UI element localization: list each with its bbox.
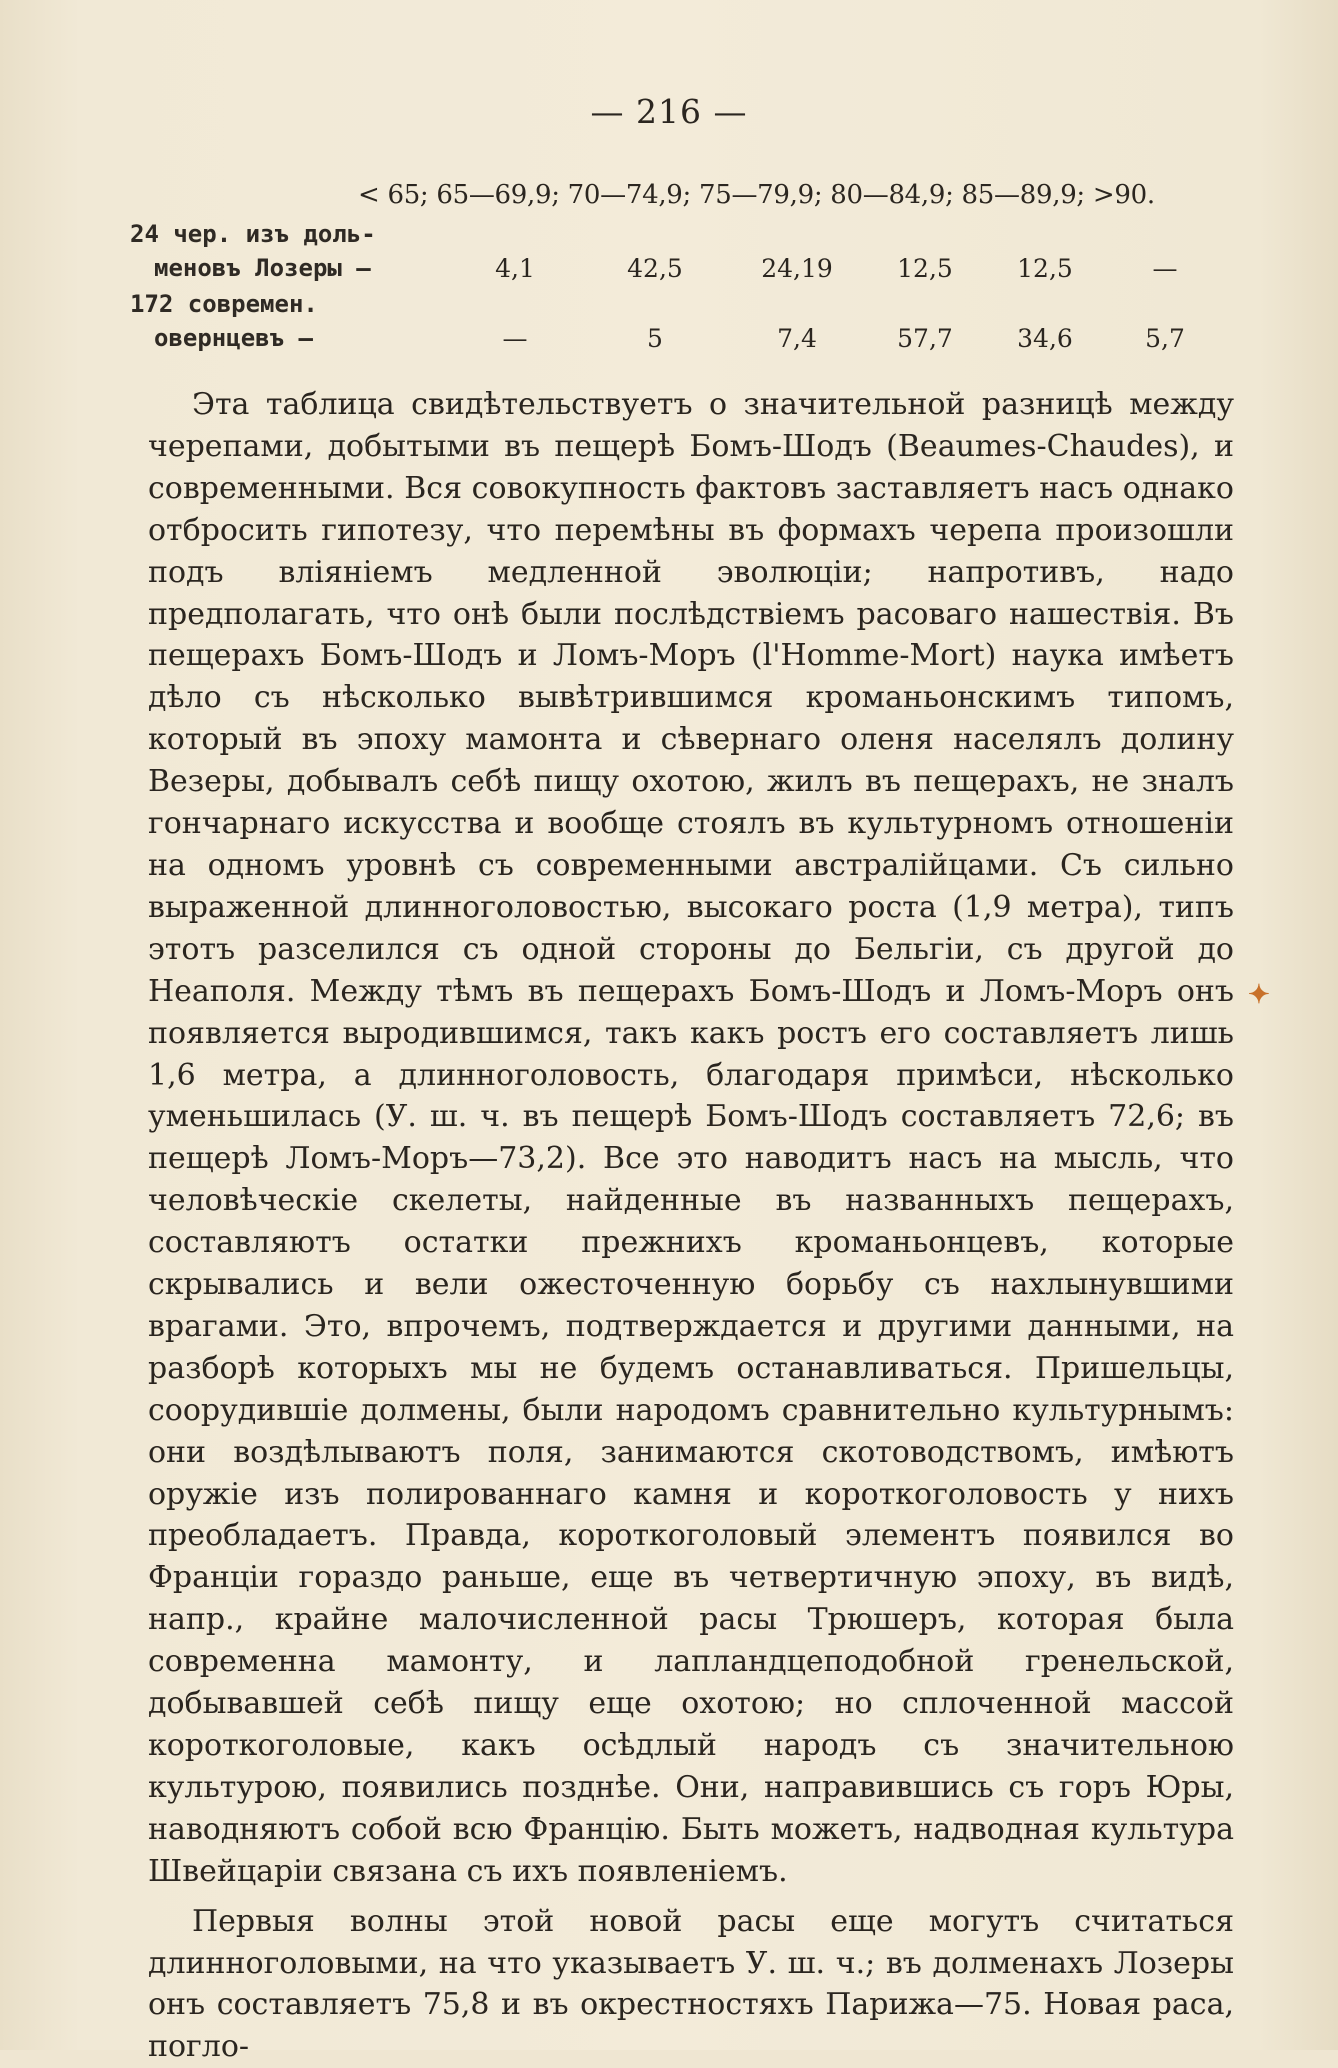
table-cell: 7,4 bbox=[777, 324, 817, 353]
table-header-bins: < 65; 65—69,9; 70—74,9; 75—79,9; 80—84,9; 85—89,9; >90. bbox=[358, 180, 1155, 210]
table-cell: 57,7 bbox=[897, 324, 953, 353]
table-cell: 34,6 bbox=[1017, 324, 1073, 353]
table-cell: — bbox=[1152, 254, 1178, 283]
table-cell: 12,5 bbox=[897, 254, 953, 283]
table-cell: 12,5 bbox=[1017, 254, 1073, 283]
table-header bbox=[130, 172, 1245, 220]
table-cell: 24,19 bbox=[761, 254, 833, 283]
table-cell: 42,5 bbox=[627, 254, 683, 283]
table-cell: 5 bbox=[647, 324, 663, 353]
row-label-line1: 24 чер. изъ доль- bbox=[130, 220, 376, 248]
table-cell: 4,1 bbox=[495, 254, 535, 283]
cephalic-index-table bbox=[130, 172, 1245, 360]
page-number: — 216 — bbox=[590, 92, 748, 131]
ink-stain-mark: ✦ bbox=[1248, 980, 1270, 1010]
row-label-line2: меновъ Лозеры — bbox=[154, 254, 371, 282]
paragraph: Первыя волны этой новой расы еще могутъ считаться длинноголовыми, на что указываетъ У. ш. ч.; въ долменахъ Лозеры онъ составляетъ 75,8 и въ окрестностяхъ Парижа—75. Новая раса, погло- bbox=[148, 1903, 1234, 2065]
paragraph: Эта таблица свидѣтельствуетъ о значительной разницѣ между черепами, добытыми въ пещерѣ Бомъ-Шодъ (Beaumes-Chaudes), и современными. Вся совокупность фактовъ заставляетъ насъ однако отбросить гипотезу, что перемѣны въ формахъ черепа произошли подъ вліяніемъ медленной эволюціи; напротивъ, надо предполагать, что онѣ были послѣдствіемъ расоваго нашествія. Въ пещерахъ Бомъ-Шодъ и Ломъ-Моръ (l'Homme-Mort) наука имѣетъ дѣло съ нѣсколько вывѣтрившимся кроманьонскимъ типомъ, который въ эпоху мамонта и сѣвернаго оленя населялъ долину Везеры, добывалъ себѣ пищу охотою, жилъ въ пещерахъ, не зналъ гончарнаго искусства и вообще стоялъ въ культурномъ отношеніи на одномъ уровнѣ съ современными австралійцами. Съ сильно выраженной длинноголовостью, высокаго роста (1,9 метра), типъ этотъ разселился съ одной стороны до Бельгіи, съ другой до Неаполя. Между тѣмъ въ пещерахъ Бомъ-Шодъ и Ломъ-Моръ онъ появляется выродившимся, такъ какъ ростъ его составляетъ лишь 1,6 метра, а длинноголовость, благодаря примѣси, нѣсколько уменьшилась (У. ш. ч. въ пещерѣ Бомъ-Шодъ составляетъ 72,6; въ пещерѣ Ломъ-Моръ—73,2). Все это наводитъ насъ на мысль, что человѣческіе скелеты, найденные въ названныхъ пещерахъ, составляютъ остатки прежнихъ кроманьонцевъ, которые скрывались и вели ожесточенную борьбу съ нахлынувшими врагами. Это, впрочемъ, подтверждается и другими данными, на разборѣ которыхъ мы не будемъ останавливаться. Пришельцы, соорудившіе долмены, были народомъ сравнительно культурнымъ: они воздѣлываютъ поля, занимаются скотоводствомъ, имѣютъ оружіе изъ полированнаго камня и короткоголовость у нихъ преобладаетъ. Правда, короткоголовый элементъ появился во Франціи гораздо раньше, еще въ четвертичную эпоху, въ видѣ, напр., крайне малочисленной расы Трюшеръ, которая была современна мамонту, и лапландцеподобной гренельской, добывавшей себѣ пищу еще охотою; но сплоченной массой короткоголовые, какъ осѣдлый народъ съ значительною культурою, появились позднѣе. Они, направившись съ горъ Юры, наводняютъ собой всю Францію. Быть можетъ, надводная культура Швейцаріи связана съ ихъ появленіемъ. bbox=[148, 387, 1234, 1889]
table-row bbox=[130, 220, 1245, 290]
row-label-line2: овернцевъ — bbox=[154, 324, 313, 352]
table-cell: 5,7 bbox=[1145, 324, 1185, 353]
row-label-line1: 172 современ. bbox=[130, 290, 318, 318]
table-cell: — bbox=[502, 324, 528, 353]
table-row bbox=[130, 290, 1245, 360]
body-text bbox=[148, 384, 1234, 2068]
